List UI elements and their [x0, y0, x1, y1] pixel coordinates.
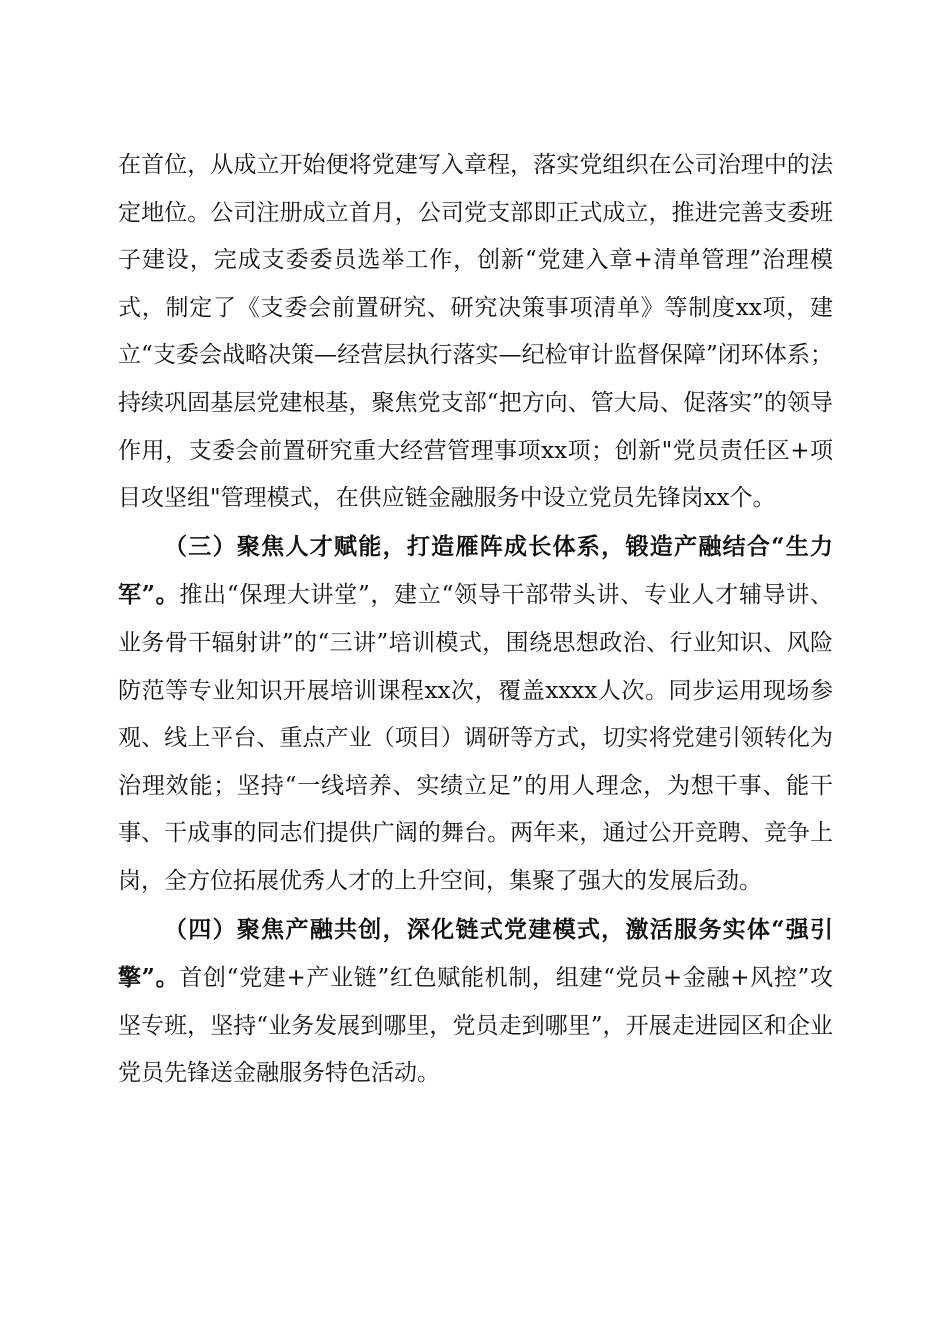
section-heading-4: （四）聚焦产融共创，深化链式党建模式，激活服务实体“强引擎”。	[118, 915, 833, 992]
paragraph-1	[118, 142, 833, 523]
paragraph-2	[118, 523, 833, 906]
paragraph-1-text: 在首位，从成立开始便将党建写入章程，落实党组织在公司治理中的法定地位。公司注册成立首月，公司党支部即正式成立，推进完善支委班子建设，完成支委委员选举工作，创新“党建入章+清单管理”治理模式，制定了《支委会前置研究、研究决策事项清单》等制度xx项，建立“支委会战略决策—经营层执行落实—纪检审计监督保障”闭环体系；持续巩固基层党建根基，聚焦党支部“把方向、管大局、促落实”的领导作用，支委会前置研究重大经营管理事项xx项；创新"党员责任区+项目攻坚组"管理模式，在供应链金融服务中设立党员先锋岗xx个。	[118, 152, 833, 512]
section-heading-3: （三）聚焦人才赋能，打造雁阵成长体系，锻造产融结合“生力军”。	[118, 532, 833, 609]
paragraph-3-text: 首创“党建+产业链”红色赋能机制，组建“党员+金融+风控”攻坚专班，坚持“业务发展到哪里，党员走到哪里”，开展走进园区和企业党员先锋送金融服务特色活动。	[118, 965, 833, 1087]
paragraph-2-text: 推出“保理大讲堂”，建立“领导干部带头讲、专业人才辅导讲、业务骨干辐射讲”的“三讲”培训模式，围绕思想政治、行业知识、风险防范等专业知识开展培训课程xx次，覆盖xxxx人次。同步运用现场参观、线上平台、重点产业（项目）调研等方式，切实将党建引领转化为治理效能；坚持“一线培养、实绩立足”的用人理念，为想干事、能干事、干成事的同志们提供广阔的舞台。两年来，通过公开竞聘、竞争上岗，全方位拓展优秀人才的上升空间，集聚了强大的发展后劲。	[118, 582, 833, 894]
paragraph-3	[118, 906, 833, 1098]
document-page	[118, 142, 833, 1098]
